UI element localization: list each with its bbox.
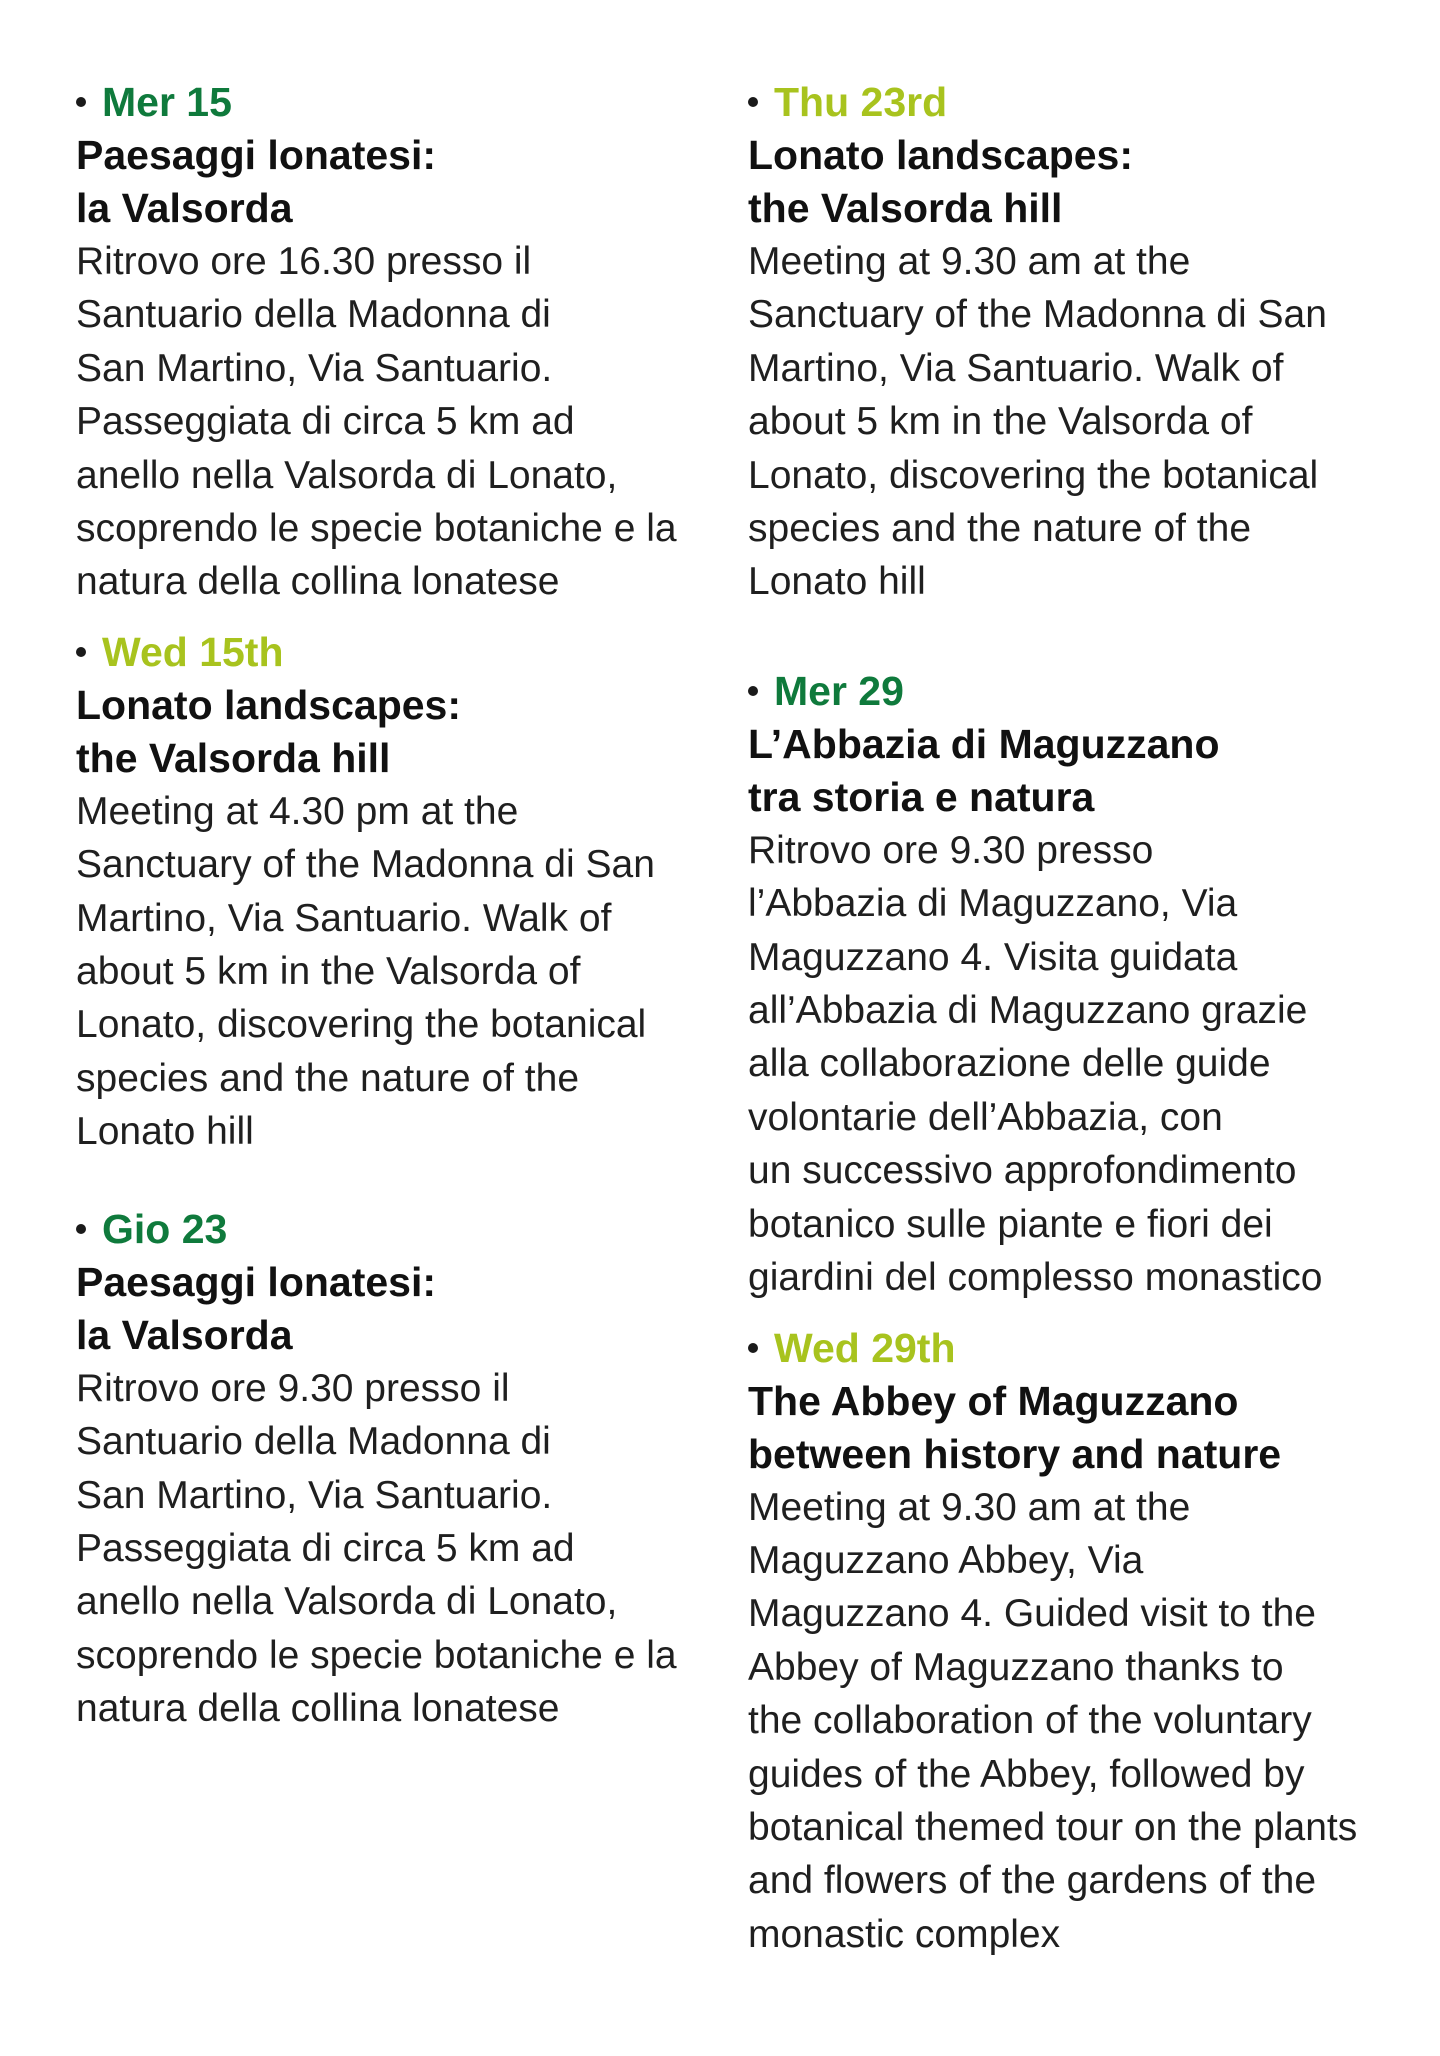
event-title-line: The Abbey of Maguzzano [748,1377,1239,1424]
event-description-line: San Martino, Via Santuario. [76,1473,553,1517]
event-description [76,235,716,609]
event-description-line: scoprendo le specie botaniche e la [76,507,677,551]
event-description-line: species and the nature of the [76,1056,580,1100]
event-description-line: scoprendo le specie botaniche e la [76,1633,677,1677]
event-title [76,129,716,235]
event-description-line: Maguzzano Abbey, Via [748,1538,1144,1582]
event-description-line: about 5 km in the Valsorda of [76,950,581,994]
event-title-line: la Valsorda [76,1311,293,1358]
event-description-line: Maguzzano 4. Visita guidata [748,935,1238,979]
event-title [748,1375,1388,1481]
event-wed-15th [76,626,716,1159]
bullet-icon [748,97,758,107]
event-description [748,235,1388,609]
event-description-line: Martino, Via Santuario. Walk of [748,346,1284,390]
right-column [748,76,1388,1961]
event-description-line: Lonato, discovering the botanical [748,453,1319,497]
event-description-line: Meeting at 4.30 pm at the [76,789,519,833]
event-thu-23rd [748,76,1388,609]
event-description-line: Passeggiata di circa 5 km ad [76,400,575,444]
event-description-line: un successivo approfondimento [748,1149,1297,1193]
event-wed-29th [748,1322,1388,1962]
event-title [76,1256,716,1362]
event-description-line: botanical themed tour on the plants [748,1805,1358,1849]
bullet-icon [748,1343,758,1353]
event-description-line: Lonato hill [76,1110,254,1154]
event-date-line [748,1322,1388,1375]
event-description-line: anello nella Valsorda di Lonato, [76,1580,618,1624]
event-description-line: Meeting at 9.30 am at the [748,240,1191,283]
event-date: Wed 15th [102,628,284,675]
event-title-line: Lonato landscapes: [748,132,1134,178]
event-title-line: Lonato landscapes: [76,681,462,728]
event-title-line: L’Abbazia di Maguzzano [748,720,1220,767]
event-date-line [748,76,1388,129]
event-date: Mer 29 [774,667,904,714]
event-description-line: the collaboration of the voluntary [748,1699,1312,1743]
event-title-line: the Valsorda hill [76,734,391,781]
event-description-line: Meeting at 9.30 am at the [748,1485,1191,1529]
left-column [76,76,716,1736]
event-description [748,824,1388,1305]
event-description-line: natura della collina lonatese [76,560,560,604]
event-description-line: about 5 km in the Valsorda of [748,400,1253,444]
event-description-line: alla collaborazione delle guide [748,1042,1271,1086]
event-description-line: San Martino, Via Santuario. [76,346,553,390]
event-title-line: the Valsorda hill [748,185,1063,231]
event-title [748,129,1388,235]
bullet-icon [748,686,758,696]
event-description-line: Santuario della Madonna di [76,1420,551,1464]
event-date: Wed 29th [774,1324,956,1371]
event-description-line: Maguzzano 4. Guided visit to the [748,1592,1316,1636]
bullet-icon [76,97,86,107]
event-date: Thu 23rd [774,79,948,125]
event-description-line: and flowers of the gardens of the [748,1859,1317,1903]
event-description [76,785,716,1159]
event-date: Mer 15 [102,79,232,125]
event-date-line [76,626,716,679]
event-description-line: giardini del complesso monastico [748,1256,1323,1300]
event-description-line: l’Abbazia di Maguzzano, Via [748,882,1238,926]
event-description-line: Abbey of Maguzzano thanks to [748,1645,1284,1689]
event-title-line: tra storia e natura [748,773,1095,820]
event-description-line: Sanctuary of the Madonna di San [76,843,655,887]
event-description-line: botanico sulle piante e fiori dei [748,1202,1273,1246]
event-description-line: Santuario della Madonna di [76,293,551,337]
event-description-line: Passeggiata di circa 5 km ad [76,1526,575,1570]
event-title-line: Paesaggi lonatesi: [76,132,437,178]
event-date-line [76,1203,716,1256]
event-mer-29 [748,665,1388,1305]
event-description-line: species and the nature of the [748,507,1252,551]
bullet-icon [76,647,86,657]
event-title-line: between history and nature [748,1430,1282,1477]
event-description-line: all’Abbazia di Maguzzano grazie [748,989,1308,1033]
event-description-line: anello nella Valsorda di Lonato, [76,453,618,497]
event-description-line: Sanctuary of the Madonna di San [748,293,1327,337]
event-description-line: Ritrovo ore 9.30 presso [748,828,1154,872]
event-description-line: Ritrovo ore 9.30 presso il [76,1366,510,1410]
event-gio-23 [76,1203,716,1736]
event-mer-15 [76,76,716,609]
event-title [76,679,716,785]
event-description-line: Ritrovo ore 16.30 presso il [76,240,532,283]
event-description-line: Lonato, discovering the botanical [76,1003,647,1047]
event-description-line: volontarie dell’Abbazia, con [748,1095,1223,1139]
event-description-line: guides of the Abbey, followed by [748,1752,1305,1796]
event-description [748,1481,1388,1962]
event-description-line: monastic complex [748,1912,1061,1956]
event-title-line: Paesaggi lonatesi: [76,1258,437,1305]
event-date-line [76,76,716,129]
bullet-icon [76,1224,86,1234]
event-date: Gio 23 [102,1205,228,1252]
event-title [748,718,1388,824]
event-description-line: natura della collina lonatese [76,1687,560,1731]
event-title-line: la Valsorda [76,185,293,231]
event-date-line [748,665,1388,718]
event-description-line: Martino, Via Santuario. Walk of [76,896,612,940]
event-description-line: Lonato hill [748,560,926,604]
event-description [76,1362,716,1736]
